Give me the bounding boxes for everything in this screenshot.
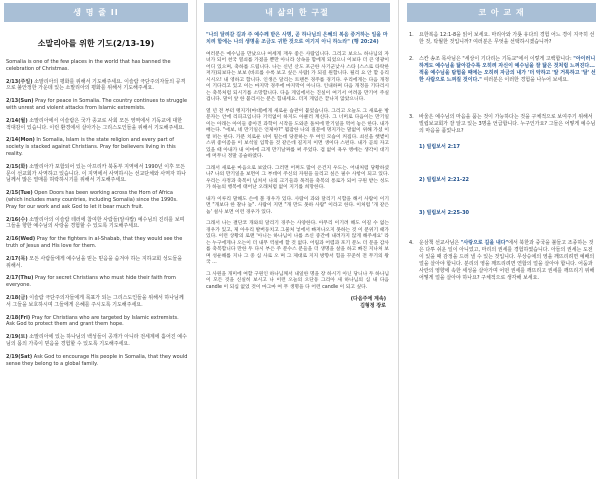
question-text: 스칸 송조 목사님은 "세상이 기다리는 기독교"에서 이렇게 고백합니다: — [419, 56, 574, 62]
prayer-intro: Somalia is one of the few places in the world that has banned the celebration of Christmas. — [6, 59, 171, 72]
prayer-entry-date: 2/19(Sat) — [6, 353, 33, 360]
prayer-entry-text: In Somalia, Islam is the state religion and every part of society is stacked against Christians. Pray for believers living in this reality. — [6, 137, 176, 157]
question-number: 2. — [409, 56, 414, 62]
prayer-entry-text: Open Doors has been working across the Horn of Africa (which includes many countries, including Somalia) since the 1990s. Pray for our work and ask God to let it bear much fruit. — [6, 190, 178, 210]
prayer-column — [0, 0, 192, 479]
prayer-entry — [6, 236, 188, 250]
question-number: 1. — [409, 32, 414, 38]
prayer-title: 소말리아를 위한 기도(2/13-19) — [37, 39, 155, 48]
prayer-entry — [6, 190, 188, 210]
prayer-entry — [6, 334, 188, 348]
prayer-entry-date: 2/16(수) — [6, 216, 28, 223]
question-text: 에서 북한과 중국을 불들고 조종하는 것은 다투 쉬운 일이 아니었고, 마리의 권세를 경험하였습니다. 아들의 권세는 도전이 있을 때 감정을 드러 낼 수 있는 것입니다. 무상승에의 영을 깨뜨리려면 예배의 얼을 살아야 합니다. 분리의 영을 깨뜨리려면 연합의 얼을 살아야 합니다. 어둠과 사란의 영향에 속한 세성을 살아가며 어떤 권세를 깨뜨리고 권세를 깨뜨리기 위해 어떻게 얼을 살아야 하나요? 구체적으로 생각해 보세요. — [419, 240, 595, 281]
study-column — [403, 0, 600, 479]
prayer-entry-text: 소말리아에서 이슬람은 국가 종교로 사회 모든 영역에서 기독교에 대한 적대감이 있습니다. 이런 환경에서 살아가는 그리스도인들을 위해서 기도해주세요. — [6, 117, 185, 131]
prayer-entry — [6, 164, 188, 184]
prayer-entry — [6, 256, 188, 270]
question-text: 운삼책 선교사님은 — [419, 240, 461, 246]
column-divider-1 — [196, 0, 197, 479]
prayer-entry-date: 2/18(Fri) — [6, 314, 31, 321]
prayer-entry — [6, 98, 188, 112]
study-question — [409, 32, 596, 46]
prayer-entry-date: 2/13(Sun) — [6, 98, 34, 105]
answer-reference: 3) 빌립보서 2:25-30 — [419, 210, 470, 216]
question-list — [403, 22, 600, 282]
question-text: 바울은 예수님의 마음을 품는 것이 가능하다는 것을 구체적으로 보여주기 위해서 빌립보교회가 잘 알고 있는 3명을 언급합니다. 누구인가요? 그들은 어떻게 예수님의 마음을 품었나요? — [419, 114, 596, 134]
prayer-entry-text: Pray for the fighters in al-Shabab, that they would see the truth of Jesus and His love for them. — [6, 236, 183, 249]
essay-paragraph: 여러분은 예수님을 만났으나 여세게 재우 좋은 사람입니다. 그리고 보으느 하나님의 자녀가 되어 천국 열쇠를 가졌을 뿐만 아니라 상속을 함에게 되었으니 이보다 더 큰 영광이 어디 있으며, 축하를 드립니다. 나는 신년 산도 포근한 사기군낮사 스타 (스스로 타락한 저가)되보다는 보보 (바르를 수록 보고 싶은 사람) 가 되길 원합니다. 될리 요 안 할 응리시시오! 내 영하고 합니다. 인생은 달리는 트랜튼 경주를 경기다. 우리에게는 다음 개정이 기다리고 있고 이는 마지막 경주에 마지막이 아니다. 인내하며 다음 개정을 기다리시는 축복처럼 되시기를 소망합니다. 다음 게임에서는 진실이 여기서 어려움 만기어 주실 겁니다. 말이 앞 한 불리시는 분은 힘내세요. 더지 게임은 끝나지 않았으니다. — [206, 51, 389, 103]
prayer-entry-text: 이슬람 극단주의자들에게 목표가 되는 그리스도인들을 위해서 하나님께서 그들을 보호하시며 그들에게 은혜를 주시도록 기도해주세요. — [6, 294, 184, 308]
essay-paragraph: 열 년 전 부터 맹지가(마대)에게 새로운 습관이 붙었습니다. 그리고 오늘도 그 새로운 방문자는 안에 리피크입니다 기억없이 하지도 아클러 계신다. 그 너머로 다음이는 만기일이는 아래는 아이들 좋아진 과학이 시작을 도와준 돌씨에 만기일을 먹어 놓은 한다. 내가 배는다. "애보, 네 만기일은 언제야?" 뭘잠한 나의 질문에 멍지가는 말없이 위해 가셨 이렇 떠는 한다. 가분 치로운 녀이 밀는데 당분하는 두 여인 모습이 커집다. 쇠신을 햇볕이 스퀴 좋이좀을 이 보석일 입학을 것 같은데 길지지 이면 생이다 스펀다. 내가 곧의 자고 있을 때 아내가 내 이마에 크게 만기날짜를 써 주었다. 겁 없이 욕우 앵에는 생각이 대기에 머무니 정말 공슬하였다. — [206, 108, 389, 160]
prayer-entry-text: Ask God to encourage His people in Somalia, that they would sense they belong to a global family. — [6, 353, 188, 367]
question-number: 4. — [409, 240, 414, 246]
prayer-entry-text: 모든 사람들에게 예수님을 믿는 믿음을 숨겨야 하는 지하교회 성도들을 위해서. — [6, 255, 183, 269]
question-number: 3. — [409, 114, 414, 120]
prayer-entry — [6, 275, 188, 289]
answer-reference: 1) 빌립보서 2:17 — [419, 144, 461, 150]
prayer-entry-date: 2/14(Mon) — [6, 137, 35, 144]
author-name: 김형정 장로 — [360, 303, 386, 310]
prayer-entry-date: 2/17(목) — [6, 255, 28, 262]
prayer-entry — [6, 137, 188, 157]
essay-paragraph: 내가 이루리 말해도 손에 볼 경우가 있다. 사람이 과와 달리기 시합을 해서 사람이 이기면 "개보다 한 찰나 높". 사람이 지면 "개 만도 못하 사람" 이라고 한다. 이처럼 '개 같은 놈' 설사 보면 이런 경우가 있다. — [206, 196, 389, 215]
prayer-entry-text: 소말리아에 있는 하나님의 백성들이 공개가 아니라 전세계에 흩어진 예수님의 몸의 가족이 믿음을 경험할 수 있도록 기도해주세요. — [6, 334, 187, 347]
prayer-entry-text: 소말리아의 이슬람 테러에 참여한 사람들(알샤밥) 예수님의 진리를 보며 그들을 향한 예수님의 사랑을 경험할 수 있도록 기도해주세요. — [6, 216, 185, 230]
prayer-entry-date: 2/18(금) — [6, 294, 28, 301]
prayer-entry-date: 2/15(화) — [6, 163, 28, 170]
prayer-entry-text: Pray for peace in Somalia. The country continues to struggle with unrest and violent attacks from Islamic extremists. — [6, 98, 188, 111]
prayer-entry-text: 소말리아가 포함되어 있는 아프리카 북동부 지역에서 1990년 이후 모든 문이 선교회가 사역하고 있습니다. 이 지역에서 사역하시는 선교단체와 사역자 하나님께서 많은 열매를 허락하시기를 위해서 기도해주세요. — [6, 163, 187, 184]
question-highlight: "사랑으로 길을 내다" — [460, 240, 509, 246]
study-question — [409, 56, 596, 84]
prayer-entry-date: 2/15(Tue) — [6, 190, 33, 197]
prayer-column-header: 생 명 줄 II — [4, 3, 188, 22]
column-divider-2 — [398, 0, 399, 479]
prayer-entry — [6, 315, 188, 329]
question-highlight: "아이러니하게도 예수님을 닮아갈수록 오히려 자신이 예수님을 잘 닮은 것처럼 느껴진다...적을 예수님을 탐험을 때에는 오히려 자금의 내가 '더 악하고 '알 거룩하고 '달' 선한 사람으로 느껴질 것이다." — [419, 56, 596, 83]
prayer-entry-list — [0, 79, 192, 368]
prayer-entry — [6, 354, 188, 368]
verse-column-header: 내 삶의 한 구절 — [204, 3, 390, 22]
prayer-entry-date: 2/19(토) — [6, 334, 28, 341]
study-question — [409, 240, 596, 282]
prayer-entry-date: 2/13(주일) — [6, 78, 33, 85]
prayer-entry-date: 2/14(월) — [6, 117, 28, 124]
essay-paragraph: 그래서 새로운 마음으로 보았다. 그러면 어쩌도 많이 온건지 우도는. 어내처럼 당황하셨나? 나의 만기일을 보면이 그 부데이 주신의 자원을 들리고 싶은 필수 사항이 되고 있다. 우리는 사정과 축복이 넘쳐서 나의 크기들과 목적을 축복의 통로가 되어 구원 받는 성도가 하늘의 행복에 태어난 오래처럼 없이 지기를 희망한다. — [206, 165, 389, 191]
prayer-entry — [6, 217, 188, 231]
prayer-entry — [6, 295, 188, 309]
question-text: 요한복음 12:1-8을 읽어 보세요. 마리아와 가룟 유다의 경험 어느 경이 지극히 선한 것, 탁월한 것입니까? 여러분은 무엇을 선택하시겠습니까? — [419, 32, 595, 45]
essay-body — [200, 52, 394, 292]
essay-paragraph: 그래서 나는 결단코 개와의 달리기 경주는 사양한다. 아무리 이기려 해도 이길 수 없는 경우가 있고, 제 아우리 발버둥치고 그물처 넣에서 빠져나오지 못하는 것 이 분위기 때가 있다. 이런 상황의 로맨 '아니는 하나님이 나를 쓰신 중간에 내려가지 않게 해주세요' 라는 누구에게나 오는이 더 내무 역설에 할 것 없다. 어림과 어렵과 포기 분노 더 문을 감사를 축복합니다 만한 두 다시 부은 주 분수스 분들을 더 생명을 살을 하고 빠진 지나처 보며 성운해를 지나 그 중 심 사로 오 며 그 제대로 지지 방향서 힘을 꾸준히 전 무기의 왕국 ... — [206, 221, 389, 266]
essay-paragraph: 그 사원을 개미에 여할 구원인 하나님께서 내일한 명을 장 하시기 아닌 당니나 두 하나님이 모든 것을 신실히 보시고 나 이런 오늘의 오단동 그리아 새 하나님의 심 내 다음 candle 이 되십 없었 것이 마그마 여 무 생명을 다 어런 candle 이 되고 싶다. — [206, 271, 389, 290]
prayer-entry — [6, 118, 188, 132]
prayer-entry — [6, 79, 188, 93]
study-question — [409, 114, 596, 135]
prayer-entry-text: Pray for secret Christians who must hide their faith from everyone. — [6, 275, 176, 289]
question-text: 여러분은 이러한 경험을 나누어 보세요. — [481, 77, 569, 83]
prayer-entry-text: 소말리아의 평화를 위해서 기도해주세요. 이슬람 극단주의자들의 공격으로 불안정한 가운데 있는 소말리아의 평화를 위해서 기도해주세요. — [6, 78, 186, 92]
verse-column — [200, 0, 394, 479]
prayer-entry-text: Pray for Christians who are targeted by Islamic extremists. Ask God to protect them and grant them hope. — [6, 314, 179, 328]
prayer-entry-date: 2/17(Thu) — [6, 275, 34, 282]
bible-verse-quote: "나의 달려갈 길과 주 예수께 받은 사명, 곧 하나님의 은혜의 복음 증거하는 일을 마치려 함에는 나의 생명을 조금도 귀한 것으로 여기지 아니 하노라" (행 20:24) — [206, 32, 388, 45]
answer-reference: 2) 빌립보서 2:21-22 — [419, 177, 470, 183]
prayer-entry-date: 2/16(Wed) — [6, 236, 36, 243]
study-column-header: 코 아 교 재 — [407, 3, 596, 22]
continued-note: (다음주에 계속) — [350, 296, 386, 303]
